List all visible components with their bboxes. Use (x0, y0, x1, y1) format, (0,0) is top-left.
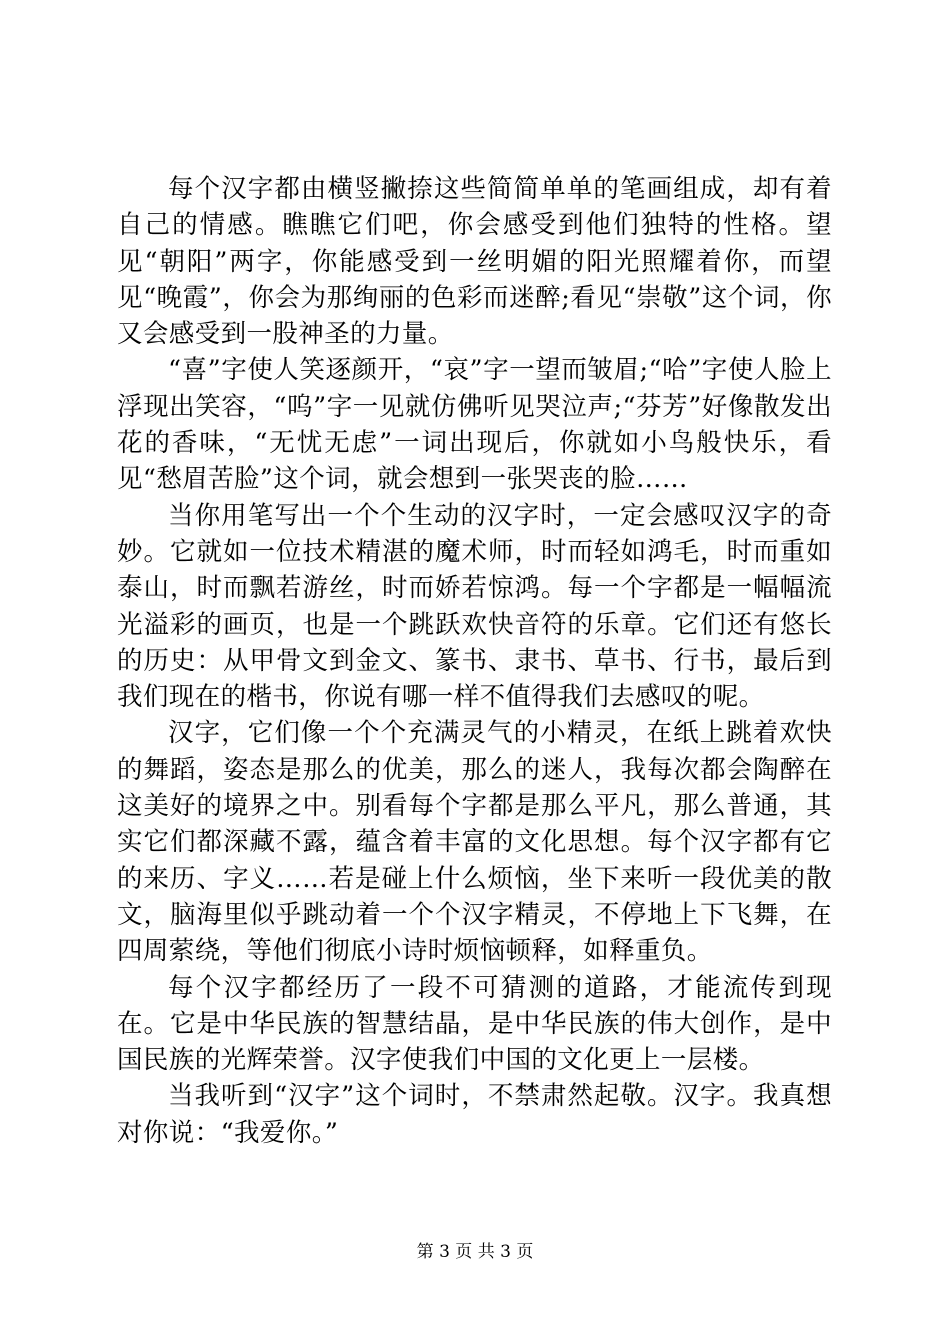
essay-body (117, 171, 832, 1151)
paragraph-2: “喜”字使人笑逐颜开，“哀”字一望而皱眉;“哈”字使人脸上浮现出笑容，“呜”字一见就仿佛听见哭泣声;“芬芳”好像散发出花的香味，“无忧无虑”一词出现后，你就如小鸟般快乐，看见“愁眉苦脸”这个词，就会想到一张哭丧的脸…… (117, 355, 832, 495)
page-number-label: 第 3 页 共 3 页 (416, 1242, 534, 1262)
paragraph-1: 每个汉字都由横竖撇捺这些简简单单的笔画组成，却有着自己的情感。瞧瞧它们吧，你会感受到他们独特的性格。望见“朝阳”两字，你能感受到一丝明媚的阳光照耀着你，而望见“晚霞”，你会为那绚丽的色彩而迷醉;看见“崇敬”这个词，你又会感受到一股神圣的力量。 (117, 174, 832, 350)
paragraph-5: 每个汉字都经历了一段不可猜测的道路，才能流传到现在。它是中华民族的智慧结晶，是中华民族的伟大创作，是中国民族的光辉荣誉。汉字使我们中国的文化更上一层楼。 (117, 972, 832, 1076)
page-footer (0, 1241, 950, 1263)
paragraph-3: 当你用笔写出一个个生动的汉字时，一定会感叹汉字的奇妙。它就如一位技术精湛的魔术师，时而轻如鸿毛，时而重如泰山，时而飘若游丝，时而娇若惊鸿。每一个字都是一幅幅流光溢彩的画页，也是一个跳跃欢快音符的乐章。它们还有悠长的历史：从甲骨文到金文、篆书、隶书、草书、行书，最后到我们现在的楷书，你说有哪一样不值得我们去感叹的呢。 (117, 500, 832, 713)
paragraph-4: 汉字，它们像一个个充满灵气的小精灵，在纸上跳着欢快的舞蹈，姿态是那么的优美，那么的迷人，我每次都会陶醉在这美好的境界之中。别看每个字都是那么平凡，那么普通，其实它们都深藏不露，蕴含着丰富的文化思想。每个汉字都有它的来历、字义……若是碰上什么烦恼，坐下来听一段优美的散文，脑海里似乎跳动着一个个汉字精灵，不停地上下飞舞，在四周萦绕，等他们彻底小诗时烦恼顿释，如释重负。 (117, 718, 832, 967)
paragraph-6: 当我听到“汉字”这个词时，不禁肃然起敬。汉字。我真想对你说：“我爱你。” (117, 1081, 832, 1148)
